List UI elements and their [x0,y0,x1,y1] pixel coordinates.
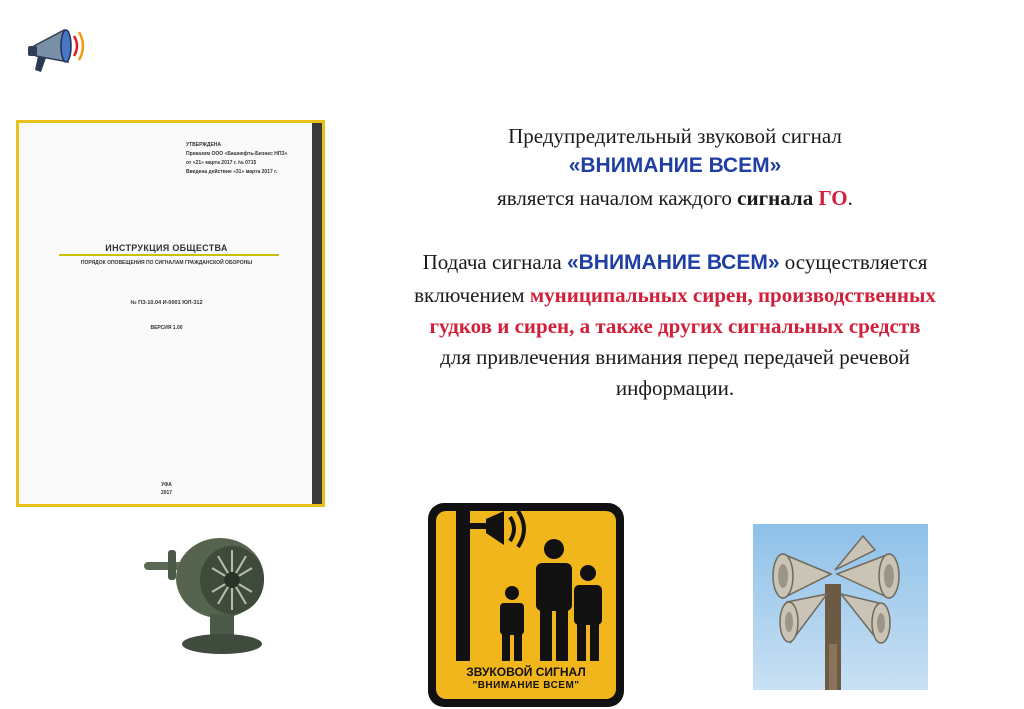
document-title: ИНСТРУКЦИЯ ОБЩЕСТВА [105,243,228,253]
megaphone-icon [24,24,90,78]
document-version: ВЕРСИЯ 1.00 [150,325,183,331]
text-line-4: Подача сигнала «ВНИМАНИЕ ВСЕМ» осуществляется [422,250,928,274]
document-number: № ПЗ-10.04 И-0001 ЮЛ-312 [130,300,203,306]
document-approval-block: УТВЕРЖДЕНА Приказом ООО «Башнефть-Бизнес НПЗ» от «21» марта 2017 г. № 0715 Введена действие «31» марта 2017 г. [186,142,288,175]
people-and-loudspeaker-icon [436,511,616,661]
warning-signal-pictogram [428,503,624,707]
text-line-7: для привлечения внимания перед передачей речевой [440,345,910,369]
instruction-document-cover [16,120,325,507]
text-line-5: включением муниципальных сирен, производственных [414,283,936,307]
document-spine [312,123,322,504]
document-subtitle: ПОРЯДОК ОПОВЕЩЕНИЯ ПО СИГНАЛАМ ГРАЖДАНСКОЙ ОБОРОНЫ [80,260,253,266]
pictogram-caption-line-1: ЗВУКОВОЙ СИГНАЛ [466,665,586,679]
text-line-6: гудков и сирен, а также других сигнальных средств [429,314,921,338]
pictogram-caption-line-2: "ВНИМАНИЕ ВСЕМ" [472,680,580,691]
text-line-3: является началом каждого сигнала ГО. [497,186,853,210]
text-line-1: Предупредительный звуковой сигнал [508,124,842,148]
text-line-2-signal-name: «ВНИМАНИЕ ВСЕМ» [568,154,782,177]
document-city-year: УФА 2017 [160,482,173,496]
loudspeakers-image [753,524,928,690]
document-title-rule [59,254,279,256]
text-line-8: информации. [615,376,735,400]
hand-siren-image [140,528,280,663]
